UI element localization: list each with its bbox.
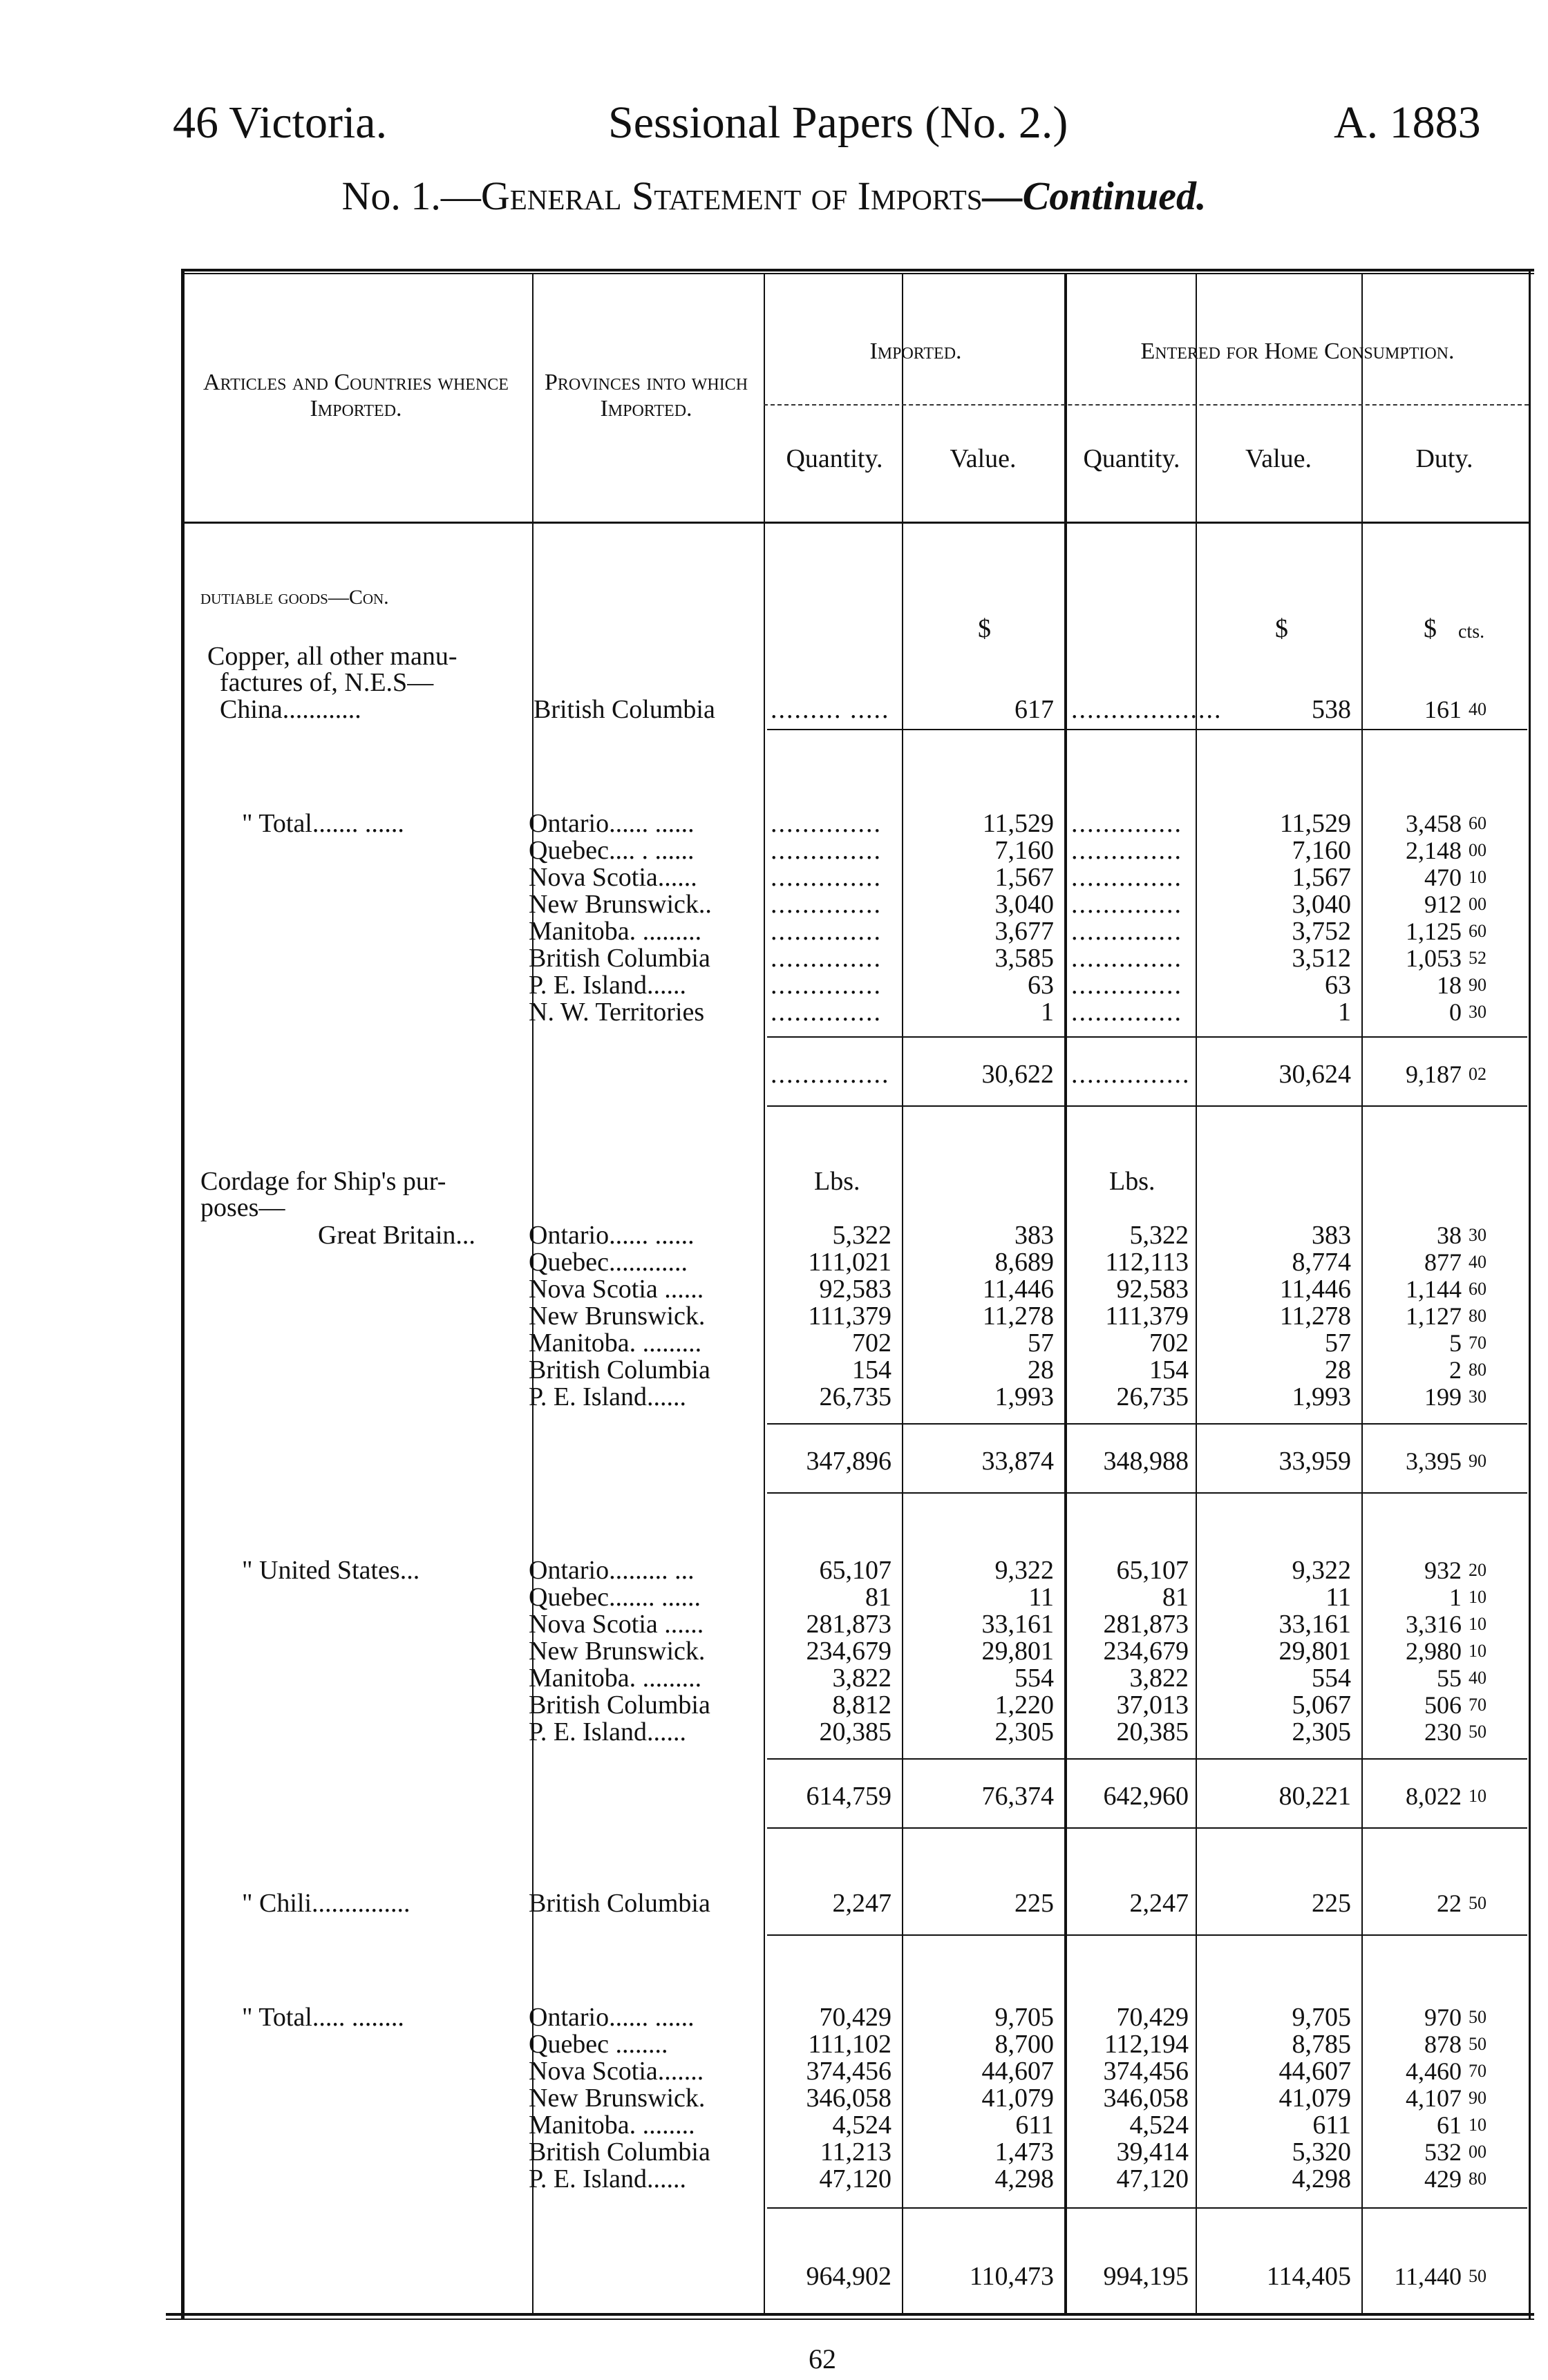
cordage-total-row-duty-cents: 00 xyxy=(1469,2142,1486,2162)
cordage-total-row-quantity2: 112,194 xyxy=(1104,2030,1189,2059)
cordage-gb-end-rule xyxy=(767,1492,1527,1494)
cordage-total-row-quantity: 4,524 xyxy=(832,2111,891,2140)
cordage-gb-row-province: Manitoba. ......... xyxy=(529,1329,702,1358)
copper-total-row-duty-cents: 60 xyxy=(1469,921,1486,941)
cordage-total-sum-rule xyxy=(767,2207,1527,2209)
cordage-label-1: Cordage for Ship's pur- xyxy=(200,1167,446,1196)
copper-total-row-duty-cents: 90 xyxy=(1469,975,1486,995)
cordage-gb-row-duty-cents: 80 xyxy=(1469,1306,1486,1326)
col-sep-imported-entered xyxy=(1064,273,1067,2313)
cordage-us-row-duty-cents: 10 xyxy=(1469,1614,1486,1634)
section-label-text: dutiable goods—Con. xyxy=(200,586,389,609)
cordage-total-row-duty-cents: 90 xyxy=(1469,2088,1486,2108)
cordage-total-row-duty-cents: 70 xyxy=(1469,2061,1486,2081)
cordage-us-row-duty-dollars: 55 xyxy=(1437,1664,1462,1692)
cordage-us-row-quantity2: 37,013 xyxy=(1116,1691,1189,1720)
cordage-total-row-province: P. E. Island...... xyxy=(529,2164,686,2193)
cordage-gb-row-duty-dollars: 38 xyxy=(1437,1221,1462,1249)
page-number: 62 xyxy=(809,2343,836,2374)
copper-total-row-value: 1,567 xyxy=(994,863,1054,892)
copper-total-row-quantity2: .............. xyxy=(1071,944,1182,973)
cordage-chili-row-quantity2: 2,247 xyxy=(1129,1889,1189,1918)
copper-total-row-quantity2: .............. xyxy=(1071,863,1182,892)
cordage-gb-row-quantity2: 702 xyxy=(1149,1329,1189,1358)
table-bottom-border-outer xyxy=(166,2319,1534,2320)
cordage-us-row-duty-dollars: 230 xyxy=(1424,1718,1462,1746)
copper-total-row-value2: 3,040 xyxy=(1292,890,1351,919)
copper-total-row-duty-dollars: 18 xyxy=(1437,971,1462,999)
copper-label-1: Copper, all other manu- xyxy=(207,642,457,671)
unit-dollar-duty: $ xyxy=(1424,614,1437,643)
header-bottom-divider xyxy=(183,522,1529,524)
copper-total-sum-duty-cents: 02 xyxy=(1469,1064,1486,1084)
cordage-gb-row-duty-cents: 30 xyxy=(1469,1225,1486,1245)
cordage-gb-row-value: 11,446 xyxy=(982,1275,1054,1304)
cordage-us-row-province: Quebec....... ...... xyxy=(529,1583,701,1612)
cordage-gb-row-quantity: 154 xyxy=(852,1355,891,1384)
copper-total-row-value: 63 xyxy=(1028,971,1054,1000)
cordage-us-sum-duty-dollars: 8,022 xyxy=(1406,1782,1462,1810)
cordage-us-row-value2: 29,801 xyxy=(1278,1637,1351,1666)
cordage-gb-row-value: 57 xyxy=(1028,1329,1054,1358)
cordage-total-sum-duty-dollars: 11,440 xyxy=(1394,2263,1462,2290)
subtitle-prefix: No. 1.— xyxy=(341,173,481,218)
cordage-gb-row-quantity2: 92,583 xyxy=(1116,1275,1189,1304)
cordage-gb-row-quantity: 702 xyxy=(852,1329,891,1358)
copper-total-row-value: 3,585 xyxy=(994,944,1054,973)
cordage-us-row-value: 33,161 xyxy=(981,1610,1054,1639)
copper-province: British Columbia xyxy=(534,695,715,724)
col-quantity-header: Quantity. xyxy=(786,444,883,473)
cordage-gb-row-quantity: 111,021 xyxy=(808,1248,891,1277)
cordage-total-row-quantity2: 70,429 xyxy=(1116,2003,1189,2032)
copper-total-row-quantity2: .............. xyxy=(1071,836,1182,865)
copper-total-row-value: 1 xyxy=(1041,998,1054,1027)
copper-total-row-value2: 3,512 xyxy=(1292,944,1351,973)
copper-total-row-value2: 7,160 xyxy=(1292,836,1351,865)
copper-label-2: factures of, N.E.S— xyxy=(220,668,434,697)
header-group-divider xyxy=(764,404,1529,406)
copper-qty2: ................... xyxy=(1071,695,1223,724)
cordage-total-row-quantity2: 4,524 xyxy=(1129,2111,1189,2140)
cordage-total-row-value2: 41,079 xyxy=(1278,2084,1351,2113)
cordage-us-row-quantity: 20,385 xyxy=(819,1717,891,1746)
cordage-us-row-duty-cents: 10 xyxy=(1469,1587,1486,1607)
unit-dollar-value: $ xyxy=(978,614,991,643)
copper-total-row-value2: 11,529 xyxy=(1279,809,1351,838)
copper-country: China............ xyxy=(220,695,361,724)
cordage-gb-row-province: New Brunswick. xyxy=(529,1302,706,1331)
cordage-total-row-value: 41,079 xyxy=(981,2084,1054,2113)
cordage-gb-row-value2: 57 xyxy=(1325,1329,1351,1358)
col-sep-quantity2 xyxy=(1196,273,1197,2313)
cordage-total-row-quantity: 346,058 xyxy=(806,2084,891,2113)
cordage-gb-sum-rule xyxy=(767,1423,1527,1425)
copper-total-row-quantity: .............. xyxy=(771,863,882,892)
cordage-gb-row-quantity2: 26,735 xyxy=(1116,1382,1189,1411)
col-sep-quantity xyxy=(902,273,903,2313)
cordage-total-row-value2: 611 xyxy=(1312,2111,1351,2140)
copper-total-row-quantity2: .............. xyxy=(1071,998,1182,1027)
cordage-total-row-quantity: 111,102 xyxy=(808,2030,891,2059)
cordage-us-country: " United States... xyxy=(242,1556,420,1585)
cordage-total-row-duty-dollars: 4,460 xyxy=(1406,2057,1462,2085)
cordage-us-row-value: 29,801 xyxy=(981,1637,1054,1666)
table-bottom-border xyxy=(166,2313,1534,2316)
cordage-chili-country: " Chili............... xyxy=(242,1889,410,1918)
cordage-total-row-quantity: 47,120 xyxy=(819,2164,891,2193)
col-entered-header: Entered for Home Consumption. xyxy=(1140,339,1455,364)
cordage-total-row-value: 9,705 xyxy=(994,2003,1054,2032)
copper-total-sum-quantity: ............... xyxy=(771,1060,890,1089)
subtitle-suffix: —Continued. xyxy=(982,173,1207,218)
copper-total-row-value: 7,160 xyxy=(994,836,1054,865)
cordage-us-row-value: 2,305 xyxy=(994,1717,1054,1746)
subtitle-main: General Statement of Imports xyxy=(480,173,983,218)
cordage-gb-row-duty-cents: 80 xyxy=(1469,1360,1486,1380)
cordage-chili-row-duty-dollars: 22 xyxy=(1437,1889,1462,1917)
cordage-gb-sum-duty-cents: 90 xyxy=(1469,1451,1486,1471)
cordage-us-row-value2: 11 xyxy=(1325,1583,1351,1612)
copper-total-row-duty-dollars: 3,458 xyxy=(1406,810,1462,837)
cordage-us-row-value2: 9,322 xyxy=(1292,1556,1351,1585)
copper-duty-cents: 40 xyxy=(1469,699,1486,719)
cordage-chili-end-rule xyxy=(767,1934,1527,1936)
copper-total-row-quantity2: .............. xyxy=(1071,809,1182,838)
cordage-total-row-province: Ontario...... ...... xyxy=(529,2003,695,2032)
cordage-us-row-quantity2: 281,873 xyxy=(1103,1610,1189,1639)
cordage-gb-sum-value2: 33,959 xyxy=(1278,1447,1351,1476)
copper-total-row-value: 11,529 xyxy=(982,809,1054,838)
cordage-total-row-province: British Columbia xyxy=(529,2138,710,2167)
cordage-us-row-quantity: 81 xyxy=(865,1583,891,1612)
cordage-us-row-duty-cents: 10 xyxy=(1469,1641,1486,1661)
cordage-total-row-quantity: 11,213 xyxy=(820,2138,891,2167)
table-right-border xyxy=(1529,269,1531,2320)
col-provinces-header: Provinces into which Imported. xyxy=(544,370,748,421)
cordage-gb-row-duty-dollars: 1,144 xyxy=(1406,1275,1462,1303)
copper-total-row-value2: 1 xyxy=(1338,998,1351,1027)
cordage-us-row-province: British Columbia xyxy=(529,1691,710,1720)
cordage-us-row-duty-cents: 20 xyxy=(1469,1560,1486,1580)
cordage-gb-row-value2: 11,278 xyxy=(1279,1302,1351,1331)
cordage-us-row-duty-cents: 70 xyxy=(1469,1695,1486,1715)
copper-total-label: " Total....... ...... xyxy=(242,809,404,838)
cordage-gb-row-quantity: 26,735 xyxy=(819,1382,891,1411)
copper-total-row-value: 3,677 xyxy=(994,917,1054,946)
cordage-total-row-value: 4,298 xyxy=(994,2164,1054,2193)
copper-value: 617 xyxy=(1014,695,1054,724)
cordage-us-sum-rule xyxy=(767,1758,1527,1760)
cordage-gb-row-duty-dollars: 877 xyxy=(1424,1248,1462,1276)
cordage-gb-row-province: Nova Scotia ...... xyxy=(529,1275,704,1304)
copper-total-row-duty-cents: 00 xyxy=(1469,894,1486,914)
copper-total-end-rule xyxy=(767,1105,1527,1107)
cordage-us-row-quantity2: 65,107 xyxy=(1116,1556,1189,1585)
cordage-total-sum-value: 110,473 xyxy=(969,2262,1054,2291)
cordage-us-row-duty-cents: 50 xyxy=(1469,1722,1486,1742)
cordage-gb-row-province: Quebec............ xyxy=(529,1248,688,1277)
copper-total-row-duty-cents: 10 xyxy=(1469,867,1486,887)
cordage-us-sum-value: 76,374 xyxy=(981,1782,1054,1811)
cordage-us-row-value: 9,322 xyxy=(994,1556,1054,1585)
cordage-gb-row-value: 11,278 xyxy=(982,1302,1054,1331)
copper-total-row-province: Nova Scotia...... xyxy=(529,863,697,892)
cordage-total-row-value: 8,700 xyxy=(994,2030,1054,2059)
cordage-us-row-province: Manitoba. ......... xyxy=(529,1664,702,1693)
cordage-us-sum-quantity: 614,759 xyxy=(806,1782,891,1811)
cordage-us-row-duty-dollars: 932 xyxy=(1424,1556,1462,1584)
cordage-total-country: " Total..... ........ xyxy=(242,2003,404,2032)
cordage-gb-row-duty-cents: 60 xyxy=(1469,1279,1486,1299)
cordage-us-row-province: P. E. Island...... xyxy=(529,1717,686,1746)
cordage-us-row-province: New Brunswick. xyxy=(529,1637,706,1666)
copper-total-row-duty-cents: 52 xyxy=(1469,948,1486,968)
cordage-total-sum-value2: 114,405 xyxy=(1266,2262,1351,2291)
cordage-gb-row-value2: 8,774 xyxy=(1292,1248,1351,1277)
cordage-lbs-entered: Lbs. xyxy=(1109,1167,1155,1196)
cordage-total-row-duty-dollars: 61 xyxy=(1437,2111,1462,2139)
cordage-us-row-quantity2: 3,822 xyxy=(1129,1664,1189,1693)
table-top-border-inner xyxy=(183,273,1534,274)
cordage-total-row-value2: 8,785 xyxy=(1292,2030,1351,2059)
cordage-total-row-quantity: 70,429 xyxy=(819,2003,891,2032)
cordage-total-row-duty-cents: 10 xyxy=(1469,2115,1486,2135)
cordage-total-row-value: 611 xyxy=(1015,2111,1054,2140)
cordage-gb-row-province: Ontario...... ...... xyxy=(529,1221,695,1250)
cordage-gb-row-duty-cents: 30 xyxy=(1469,1387,1486,1407)
cordage-us-row-quantity2: 81 xyxy=(1162,1583,1189,1612)
cordage-gb-row-quantity2: 154 xyxy=(1149,1355,1189,1384)
cordage-gb-row-province: British Columbia xyxy=(529,1355,710,1384)
copper-total-row-value: 3,040 xyxy=(994,890,1054,919)
cordage-gb-sum-quantity2: 348,988 xyxy=(1103,1447,1189,1476)
cordage-gb-row-value: 8,689 xyxy=(994,1248,1054,1277)
unit-cents: cts. xyxy=(1458,621,1485,642)
copper-total-row-province: P. E. Island...... xyxy=(529,971,686,1000)
copper-total-sum-value2: 30,624 xyxy=(1278,1060,1351,1089)
cordage-total-row-duty-cents: 50 xyxy=(1469,2034,1486,2054)
header-right: A. 1883 xyxy=(1334,97,1481,148)
copper-total-row-value2: 3,752 xyxy=(1292,917,1351,946)
copper-total-row-value2: 63 xyxy=(1325,971,1351,1000)
cordage-gb-row-value: 383 xyxy=(1014,1221,1054,1250)
cordage-gb-country: Great Britain... xyxy=(318,1221,475,1250)
copper-total-row-province: N. W. Territories xyxy=(529,998,705,1027)
cordage-gb-row-quantity: 5,322 xyxy=(832,1221,891,1250)
copper-total-row-quantity: .............. xyxy=(771,809,882,838)
col-quantity2-header: Quantity. xyxy=(1083,444,1180,473)
copper-total-row-quantity2: .............. xyxy=(1071,917,1182,946)
cordage-gb-sum-duty-dollars: 3,395 xyxy=(1406,1447,1462,1475)
cordage-total-row-province: New Brunswick. xyxy=(529,2084,706,2113)
cordage-gb-row-value2: 383 xyxy=(1312,1221,1351,1250)
copper-total-sum-value: 30,622 xyxy=(981,1060,1054,1089)
cordage-us-row-value: 11 xyxy=(1028,1583,1054,1612)
cordage-chili-row-duty-cents: 50 xyxy=(1469,1893,1486,1913)
copper-total-row-quantity: .............. xyxy=(771,890,882,919)
cordage-us-row-value2: 5,067 xyxy=(1292,1691,1351,1720)
copper-total-row-province: Ontario...... ...... xyxy=(529,809,695,838)
cordage-total-sum-quantity2: 994,195 xyxy=(1103,2262,1189,2291)
cordage-us-row-quantity: 65,107 xyxy=(819,1556,891,1585)
col-sep-value2 xyxy=(1361,273,1363,2313)
copper-total-row-duty-dollars: 912 xyxy=(1424,891,1462,918)
cordage-total-row-duty-dollars: 4,107 xyxy=(1406,2084,1462,2112)
cordage-total-row-value: 1,473 xyxy=(994,2138,1054,2167)
copper-china-rule xyxy=(767,729,1527,730)
section-label xyxy=(200,584,389,611)
copper-total-row-duty-dollars: 1,053 xyxy=(1406,944,1462,972)
cordage-gb-row-quantity2: 112,113 xyxy=(1105,1248,1189,1277)
cordage-total-row-quantity2: 39,414 xyxy=(1116,2138,1189,2167)
copper-total-row-province: Quebec.... . ...... xyxy=(529,836,695,865)
cordage-us-row-quantity: 281,873 xyxy=(806,1610,891,1639)
copper-total-row-duty-cents: 30 xyxy=(1469,1002,1486,1022)
copper-qty: ......... ..... xyxy=(771,695,890,724)
cordage-total-row-province: Quebec ........ xyxy=(529,2030,668,2059)
cordage-total-row-duty-cents: 80 xyxy=(1469,2169,1486,2189)
cordage-gb-sum-quantity: 347,896 xyxy=(806,1447,891,1476)
col-imported-header: Imported. xyxy=(869,339,962,364)
cordage-us-row-quantity2: 234,679 xyxy=(1103,1637,1189,1666)
cordage-total-row-province: Nova Scotia....... xyxy=(529,2057,704,2086)
cordage-gb-row-duty-dollars: 199 xyxy=(1424,1383,1462,1411)
unit-dollar-value2: $ xyxy=(1275,614,1288,643)
cordage-us-row-duty-dollars: 3,316 xyxy=(1406,1610,1462,1638)
cordage-chili-row-province: British Columbia xyxy=(529,1889,710,1918)
cordage-total-row-value2: 44,607 xyxy=(1278,2057,1351,2086)
cordage-gb-row-duty-dollars: 5 xyxy=(1449,1329,1462,1357)
cordage-total-row-duty-cents: 50 xyxy=(1469,2007,1486,2027)
copper-total-row-quantity: .............. xyxy=(771,836,882,865)
col-sep-provinces xyxy=(764,273,765,2313)
cordage-us-row-duty-dollars: 2,980 xyxy=(1406,1637,1462,1665)
cordage-total-row-quantity2: 47,120 xyxy=(1116,2164,1189,2193)
cordage-gb-row-duty-cents: 40 xyxy=(1469,1252,1486,1272)
copper-total-row-quantity: .............. xyxy=(771,944,882,973)
col-articles-header: Articles and Countries whence Imported. xyxy=(203,370,509,421)
copper-total-row-value2: 1,567 xyxy=(1292,863,1351,892)
cordage-gb-row-province: P. E. Island...... xyxy=(529,1382,686,1411)
cordage-total-row-value2: 5,320 xyxy=(1292,2138,1351,2167)
cordage-us-row-value: 1,220 xyxy=(994,1691,1054,1720)
copper-total-row-duty-dollars: 0 xyxy=(1449,998,1462,1026)
copper-total-row-duty-dollars: 470 xyxy=(1424,864,1462,891)
cordage-total-row-value2: 4,298 xyxy=(1292,2164,1351,2193)
cordage-gb-sum-value: 33,874 xyxy=(981,1447,1054,1476)
cordage-us-row-quantity: 3,822 xyxy=(832,1664,891,1693)
copper-total-row-quantity2: .............. xyxy=(1071,971,1182,1000)
cordage-gb-row-value2: 11,446 xyxy=(1279,1275,1351,1304)
cordage-gb-row-quantity2: 111,379 xyxy=(1105,1302,1189,1331)
cordage-us-row-quantity: 234,679 xyxy=(806,1637,891,1666)
copper-total-row-quantity2: .............. xyxy=(1071,890,1182,919)
col-duty-header: Duty. xyxy=(1415,444,1473,473)
cordage-us-row-duty-dollars: 1 xyxy=(1449,1583,1462,1611)
cordage-gb-row-value2: 1,993 xyxy=(1292,1382,1351,1411)
cordage-us-row-quantity2: 20,385 xyxy=(1116,1717,1189,1746)
cordage-us-row-value2: 554 xyxy=(1312,1664,1351,1693)
header-center: Sessional Papers (No. 2.) xyxy=(608,97,1068,148)
col-value2-header: Value. xyxy=(1245,444,1312,473)
copper-total-row-quantity: .............. xyxy=(771,998,882,1027)
cordage-us-row-value2: 33,161 xyxy=(1278,1610,1351,1639)
cordage-lbs-imported: Lbs. xyxy=(814,1167,860,1196)
cordage-us-row-value2: 2,305 xyxy=(1292,1717,1351,1746)
copper-total-row-province: British Columbia xyxy=(529,944,710,973)
cordage-chili-row-value2: 225 xyxy=(1312,1889,1351,1918)
copper-total-row-duty-dollars: 1,125 xyxy=(1406,917,1462,945)
cordage-gb-row-quantity2: 5,322 xyxy=(1129,1221,1189,1250)
cordage-total-row-duty-dollars: 970 xyxy=(1424,2003,1462,2031)
cordage-total-row-duty-dollars: 878 xyxy=(1424,2030,1462,2058)
cordage-total-row-value: 44,607 xyxy=(981,2057,1054,2086)
cordage-gb-row-duty-dollars: 2 xyxy=(1449,1356,1462,1384)
cordage-gb-row-duty-dollars: 1,127 xyxy=(1406,1302,1462,1330)
cordage-us-sum-quantity2: 642,960 xyxy=(1103,1782,1189,1811)
copper-total-row-duty-cents: 00 xyxy=(1469,840,1486,860)
page-subtitle xyxy=(0,173,1548,219)
cordage-total-row-duty-dollars: 429 xyxy=(1424,2165,1462,2193)
copper-total-sum-quantity2: ............... xyxy=(1071,1060,1191,1089)
copper-total-row-duty-cents: 60 xyxy=(1469,813,1486,833)
cordage-us-row-duty-dollars: 506 xyxy=(1424,1691,1462,1719)
copper-total-sum-rule xyxy=(767,1036,1527,1038)
cordage-total-row-quantity2: 346,058 xyxy=(1103,2084,1189,2113)
copper-total-row-duty-dollars: 2,148 xyxy=(1406,837,1462,864)
cordage-us-sum-duty-cents: 10 xyxy=(1469,1786,1486,1806)
cordage-us-end-rule xyxy=(767,1827,1527,1829)
cordage-gb-row-quantity: 111,379 xyxy=(808,1302,891,1331)
copper-total-row-quantity: .............. xyxy=(771,971,882,1000)
cordage-chili-row-quantity: 2,247 xyxy=(832,1889,891,1918)
copper-total-sum-duty-dollars: 9,187 xyxy=(1406,1060,1462,1088)
cordage-total-row-province: Manitoba. ........ xyxy=(529,2111,695,2140)
cordage-us-row-duty-cents: 40 xyxy=(1469,1668,1486,1688)
cordage-chili-row-value: 225 xyxy=(1014,1889,1054,1918)
cordage-total-row-value2: 9,705 xyxy=(1292,2003,1351,2032)
cordage-total-row-quantity2: 374,456 xyxy=(1103,2057,1189,2086)
table-left-border xyxy=(181,269,185,2320)
cordage-label-2: poses— xyxy=(200,1193,285,1222)
cordage-total-row-quantity: 374,456 xyxy=(806,2057,891,2086)
cordage-us-row-province: Nova Scotia ...... xyxy=(529,1610,704,1639)
cordage-us-row-quantity: 8,812 xyxy=(832,1691,891,1720)
copper-total-row-quantity: .............. xyxy=(771,917,882,946)
cordage-gb-row-value: 1,993 xyxy=(994,1382,1054,1411)
copper-duty-dollars: 161 xyxy=(1424,696,1462,723)
col-value-header: Value. xyxy=(950,444,1017,473)
copper-total-row-province: Manitoba. ......... xyxy=(529,917,702,946)
cordage-gb-row-quantity: 92,583 xyxy=(819,1275,891,1304)
cordage-us-row-value: 554 xyxy=(1014,1664,1054,1693)
cordage-gb-row-value2: 28 xyxy=(1325,1355,1351,1384)
cordage-us-sum-value2: 80,221 xyxy=(1278,1782,1351,1811)
table-top-border xyxy=(183,269,1534,272)
cordage-total-sum-duty-cents: 50 xyxy=(1469,2266,1486,2286)
copper-value2: 538 xyxy=(1312,695,1351,724)
cordage-total-sum-quantity: 964,902 xyxy=(806,2262,891,2291)
cordage-gb-row-value: 28 xyxy=(1028,1355,1054,1384)
cordage-gb-row-duty-cents: 70 xyxy=(1469,1333,1486,1353)
cordage-us-row-province: Ontario......... ... xyxy=(529,1556,695,1585)
header-left: 46 Victoria. xyxy=(173,97,388,148)
cordage-total-row-duty-dollars: 532 xyxy=(1424,2138,1462,2166)
copper-total-row-province: New Brunswick.. xyxy=(529,890,712,919)
